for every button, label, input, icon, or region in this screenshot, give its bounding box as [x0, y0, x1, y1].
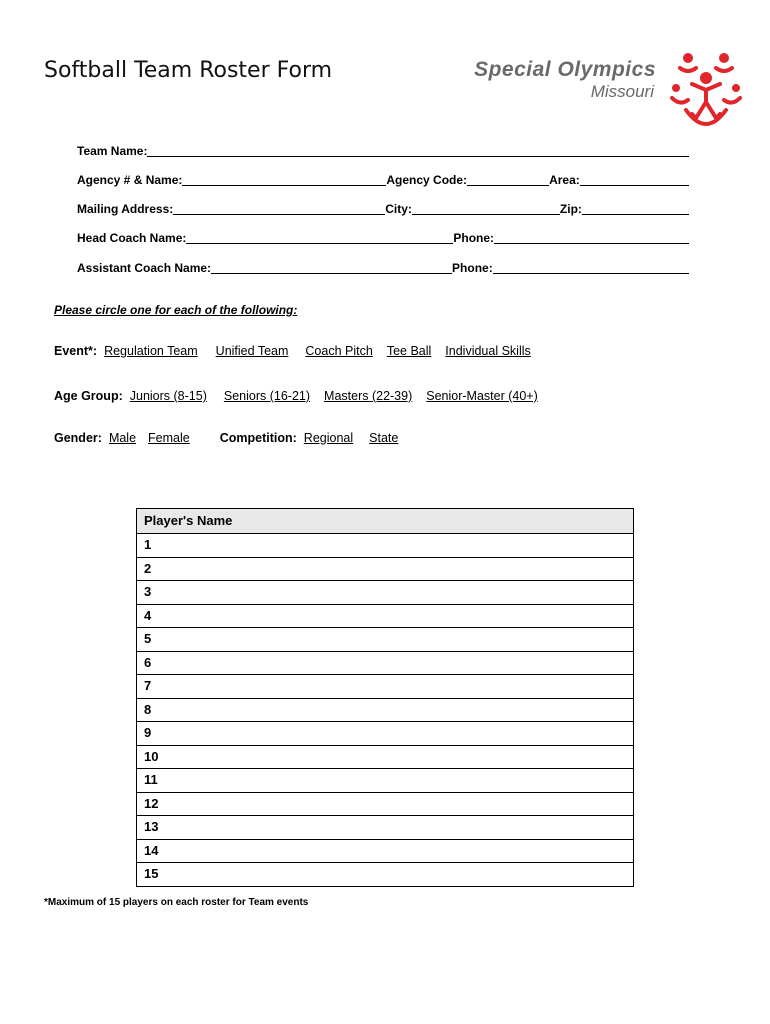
roster-row[interactable] — [137, 534, 634, 558]
roster-row-number[interactable]: 2 — [137, 557, 634, 581]
roster-row[interactable] — [137, 604, 634, 628]
age-option-masters[interactable]: Masters (22-39) — [324, 389, 413, 403]
roster-row[interactable] — [137, 698, 634, 722]
roster-row-number[interactable]: 5 — [137, 628, 634, 652]
city-label: City: — [385, 202, 412, 216]
area-field[interactable] — [580, 173, 689, 186]
roster-row[interactable] — [137, 816, 634, 840]
roster-row[interactable] — [137, 769, 634, 793]
roster-row[interactable] — [137, 651, 634, 675]
age-option-seniors[interactable]: Seniors (16-21) — [223, 389, 311, 403]
mailing-row — [77, 200, 689, 216]
logo-sub-text: Missouri — [590, 82, 654, 101]
roster-row-number[interactable]: 11 — [137, 769, 634, 793]
logo-main-text: Special Olympics — [474, 58, 656, 81]
roster-header: Player's Name — [137, 509, 634, 534]
special-olympics-logo-icon — [666, 44, 746, 128]
team-name-field[interactable] — [147, 144, 689, 157]
assistant-coach-field[interactable] — [211, 261, 452, 274]
head-coach-label: Head Coach Name: — [77, 231, 187, 245]
head-coach-phone-field[interactable] — [494, 231, 689, 244]
assistant-coach-label: Assistant Coach Name: — [77, 261, 212, 275]
roster-row-number[interactable]: 10 — [137, 745, 634, 769]
roster-row-number[interactable]: 13 — [137, 816, 634, 840]
roster-row[interactable] — [137, 839, 634, 863]
age-group-label: Age Group: — [54, 389, 123, 403]
head-coach-phone-label: Phone: — [453, 231, 495, 245]
event-row — [54, 344, 531, 358]
roster-row[interactable] — [137, 722, 634, 746]
assistant-coach-phone-label: Phone: — [452, 261, 493, 275]
roster-row-number[interactable]: 9 — [137, 722, 634, 746]
roster-row-number[interactable]: 14 — [137, 839, 634, 863]
zip-field[interactable] — [582, 202, 689, 215]
gender-option-male[interactable]: Male — [108, 431, 137, 445]
age-option-juniors[interactable]: Juniors (8-15) — [129, 389, 207, 403]
roster-header-row — [137, 509, 634, 534]
roster-table — [136, 508, 634, 887]
event-option-individual-skills[interactable]: Individual Skills — [445, 344, 531, 358]
roster-row[interactable] — [137, 792, 634, 816]
circle-instruction: Please circle one for each of the following: — [54, 303, 298, 317]
head-coach-row — [77, 229, 689, 245]
form-title: Softball Team Roster Form — [44, 58, 333, 83]
assistant-coach-row — [77, 259, 689, 275]
roster-row[interactable] — [137, 557, 634, 581]
assistant-coach-phone-field[interactable] — [493, 261, 689, 274]
competition-option-state[interactable]: State — [369, 431, 399, 445]
event-option-unified-team[interactable]: Unified Team — [215, 344, 289, 358]
agency-code-field[interactable] — [467, 173, 549, 186]
logo-wordmark — [434, 58, 656, 102]
zip-label: Zip: — [559, 202, 582, 216]
roster-row[interactable] — [137, 675, 634, 699]
roster-row[interactable] — [137, 863, 634, 887]
roster-row-number[interactable]: 6 — [137, 651, 634, 675]
team-name-label: Team Name: — [77, 144, 148, 158]
roster-row[interactable] — [137, 628, 634, 652]
gender-competition-row — [54, 431, 398, 445]
area-label: Area: — [549, 173, 580, 187]
agency-code-label: Agency Code: — [386, 173, 468, 187]
gender-label: Gender: — [54, 431, 102, 445]
roster-row-number[interactable]: 8 — [137, 698, 634, 722]
roster-row-number[interactable]: 4 — [137, 604, 634, 628]
gender-option-female[interactable]: Female — [148, 431, 190, 445]
event-option-coach-pitch[interactable]: Coach Pitch — [305, 344, 373, 358]
roster-row[interactable] — [137, 581, 634, 605]
event-option-tee-ball[interactable]: Tee Ball — [386, 344, 432, 358]
competition-label: Competition: — [219, 431, 297, 445]
roster-row[interactable] — [137, 745, 634, 769]
roster-row-number[interactable]: 3 — [137, 581, 634, 605]
age-option-senior-master[interactable]: Senior-Master (40+) — [426, 389, 538, 403]
agency-name-label: Agency # & Name: — [77, 173, 183, 187]
team-name-row — [77, 142, 689, 158]
competition-option-regional[interactable]: Regional — [303, 431, 354, 445]
city-field[interactable] — [412, 202, 560, 215]
agency-row — [77, 171, 689, 187]
roster-row-number[interactable]: 7 — [137, 675, 634, 699]
age-group-row — [54, 389, 538, 403]
roster-footnote: *Maximum of 15 players on each roster for Team events — [44, 897, 309, 908]
roster-row-number[interactable]: 15 — [137, 863, 634, 887]
event-option-regulation-team[interactable]: Regulation Team — [104, 344, 198, 358]
head-coach-field[interactable] — [186, 231, 453, 244]
mailing-address-field[interactable] — [173, 202, 385, 215]
mailing-address-label: Mailing Address: — [77, 202, 174, 216]
event-label: Event*: — [54, 344, 98, 358]
roster-row-number[interactable]: 1 — [137, 534, 634, 558]
agency-name-field[interactable] — [182, 173, 386, 186]
roster-row-number[interactable]: 12 — [137, 792, 634, 816]
